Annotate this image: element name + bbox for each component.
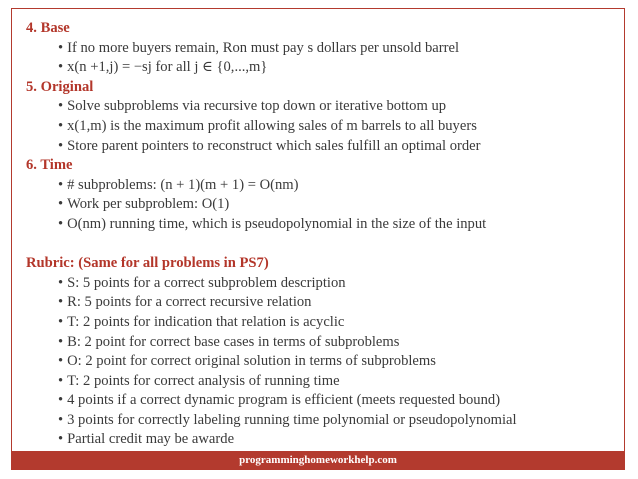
bullet-text: O(nm) running time, which is pseudopolynomial in the size of the input (67, 215, 487, 232)
bullet-dot: • (58, 372, 64, 389)
section-heading: 5. Original (26, 78, 94, 95)
section-time (26, 156, 618, 234)
bullet-item (26, 274, 618, 294)
bullet-item (26, 117, 618, 137)
bullet-text: Partial credit may be awarde (67, 431, 235, 448)
bullet-dot: • (58, 39, 64, 56)
section-base (26, 19, 618, 78)
section-heading: 4. Base (26, 20, 70, 36)
slide (11, 8, 625, 470)
bullet-text: S: 5 points for a correct subproblem description (67, 274, 346, 291)
bullet-dot: • (58, 117, 64, 134)
bullet-text: Solve subproblems via recursive top down or iterative bottom up (67, 98, 447, 115)
bullet-text: x(1,m) is the maximum profit allowing sales of m barrels to all buyers (67, 117, 477, 134)
bullet-dot: • (58, 176, 64, 193)
bullet-dot: • (58, 215, 64, 232)
bullet-item (26, 39, 618, 59)
bullet-item (26, 195, 618, 215)
section-rubric (26, 254, 618, 450)
section-heading: 6. Time (26, 157, 73, 174)
bullet-item (26, 137, 618, 157)
bullet-dot: • (58, 59, 64, 76)
bullet-text: Store parent pointers to reconstruct which sales fulfill an optimal order (67, 137, 481, 154)
bullet-item (26, 215, 618, 235)
bullet-dot: • (58, 98, 64, 115)
bullet-item (26, 352, 618, 372)
bullet-item (26, 333, 618, 353)
footer-bar (12, 451, 624, 469)
slide-content (26, 19, 618, 450)
bullet-dot: • (58, 274, 64, 291)
bullet-item (26, 391, 618, 411)
section-original (26, 78, 618, 156)
bullet-text: # subproblems: (n + 1)(m + 1) = O(nm) (67, 176, 299, 193)
bullet-dot: • (58, 294, 64, 311)
bullet-item (26, 411, 618, 431)
bullet-text: B: 2 point for correct base cases in terms of subproblems (67, 333, 400, 350)
spacer (26, 235, 618, 255)
bullet-item (26, 293, 618, 313)
bullet-item (26, 430, 618, 450)
bullet-dot: • (58, 353, 64, 370)
bullet-item (26, 313, 618, 333)
bullet-text: x(n +1,j) = −sj for all j ∈ {0,...,m} (67, 59, 268, 76)
footer-website: programminghomeworkhelp.com (239, 454, 397, 466)
bullet-text: 4 points if a correct dynamic program is efficient (meets requested bound) (67, 392, 501, 409)
bullet-dot: • (58, 431, 64, 448)
bullet-item (26, 372, 618, 392)
rubric-heading: Rubric: (Same for all problems in PS7) (26, 255, 269, 272)
bullet-text: T: 2 points for correct analysis of running time (67, 372, 340, 389)
bullet-dot: • (58, 411, 64, 428)
bullet-dot: • (58, 392, 64, 409)
bullet-dot: • (58, 137, 64, 154)
bullet-text: If no more buyers remain, Ron must pay s dollars per unsold barrel (67, 39, 460, 56)
bullet-dot: • (58, 333, 64, 350)
bullet-dot: • (58, 196, 64, 213)
bullet-text: Work per subproblem: O(1) (67, 196, 230, 213)
bullet-item (26, 176, 618, 196)
bullet-text: T: 2 points for indication that relation is acyclic (67, 313, 345, 330)
bullet-item (26, 97, 618, 117)
bullet-text: O: 2 point for correct original solution in terms of subproblems (67, 353, 436, 370)
bullet-dot: • (58, 313, 64, 330)
bullet-text: R: 5 points for a correct recursive relation (67, 294, 312, 311)
bullet-item (26, 58, 618, 78)
bullet-text: 3 points for correctly labeling running time polynomial or pseudopolynomial (67, 411, 517, 428)
